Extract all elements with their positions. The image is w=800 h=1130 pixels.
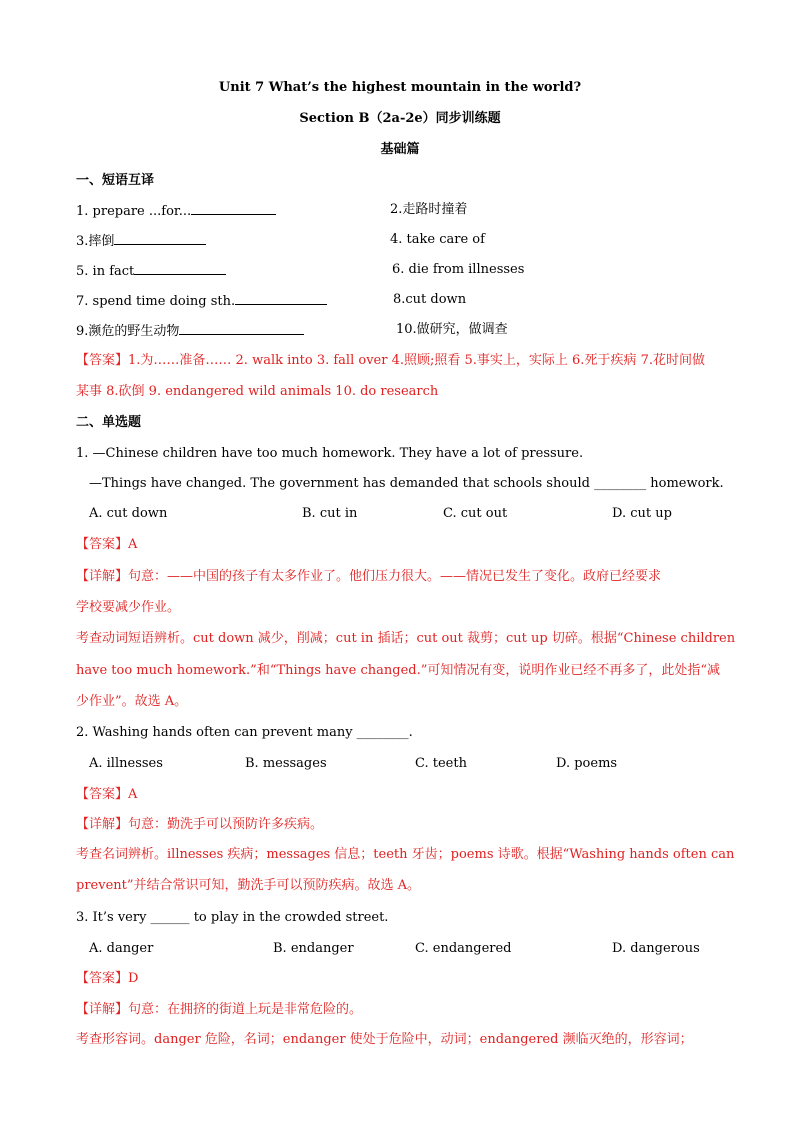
part1-answer-line1: 【答案】1.为……准备…… 2. walk into 3. fall over 4.照顾;照看 5.事实上，实际上 6.死于疾病 7.花时间做: [76, 353, 705, 368]
section-subtitle: Section B（2a-2e）同步训练题: [299, 111, 501, 126]
phrase-item-6: 6. die from illnesses: [392, 262, 525, 277]
question-1-detail-line4: have too much homework.”和“Things have changed.”可知情况有变，说明作业已经不再多了，此处指“减: [76, 663, 721, 678]
document-title: Unit 7 What’s the highest mountain in the world?: [218, 80, 582, 95]
question-2-option-a: A. illnesses: [89, 756, 163, 771]
answer-blank: [191, 201, 276, 215]
question-2-stem: 2. Washing hands often can prevent many ________.: [76, 725, 413, 740]
question-2-option-c: C. teeth: [415, 756, 467, 771]
question-3-option-b: B. endanger: [273, 941, 354, 956]
part2-heading: 二、单选题: [76, 415, 142, 430]
question-1-option-b: B. cut in: [302, 506, 358, 521]
level-label: 基础篇: [380, 142, 420, 157]
question-3-detail-line1: 【详解】句意：在拥挤的街道上玩是非常危险的。: [76, 1002, 363, 1017]
part1-heading: 一、短语互译: [76, 173, 155, 188]
phrase-item-10: 10.做研究，做调查: [396, 322, 508, 337]
question-1-option-d: D. cut up: [612, 506, 672, 521]
phrase-item-9: 9.濒危的野生动物: [76, 321, 304, 341]
question-1-answer: 【答案】A: [76, 537, 138, 552]
answer-blank: [235, 291, 327, 305]
question-3-option-c: C. endangered: [415, 941, 512, 956]
question-1-option-c: C. cut out: [443, 506, 508, 521]
question-2-detail-line3: prevent”并结合常识可知，勤洗手可以预防疾病。故选 A。: [76, 878, 421, 893]
question-2-detail-line1: 【详解】句意：勤洗手可以预防许多疾病。: [76, 817, 324, 832]
question-1-detail-line2: 学校要减少作业。: [76, 600, 181, 615]
answer-blank: [179, 321, 304, 335]
question-2-answer: 【答案】A: [76, 787, 138, 802]
phrase-item-5: 5. in fact: [76, 261, 226, 281]
question-1-detail-line5: 少作业”。故选 A。: [76, 694, 188, 709]
question-1-stem-line1: 1. —Chinese children have too much homework. They have a lot of pressure.: [76, 446, 584, 461]
phrase-item-1: 1. prepare ...for...: [76, 201, 276, 221]
answer-blank: [114, 231, 206, 245]
question-2-detail-line2: 考查名词辨析。illnesses 疾病；messages 信息；teeth 牙齿；poems 诗歌。根据“Washing hands often can: [76, 847, 735, 862]
phrase-item-3: 3.摔倒: [76, 231, 206, 251]
question-1-detail-line1: 【详解】句意：——中国的孩子有太多作业了。他们压力很大。——情况已发生了变化。政府已经要求: [76, 569, 662, 584]
part1-answer-line2: 某事 8.砍倒 9. endangered wild animals 10. do research: [76, 384, 439, 399]
answer-blank: [134, 261, 226, 275]
phrase-item-8: 8.cut down: [393, 292, 467, 307]
question-2-option-d: D. poems: [556, 756, 618, 771]
question-1-option-a: A. cut down: [89, 506, 168, 521]
phrase-item-4: 4. take care of: [390, 232, 485, 247]
phrase-item-2: 2.走路时撞着: [390, 202, 468, 217]
question-3-answer: 【答案】D: [76, 971, 139, 986]
question-3-stem: 3. It’s very ______ to play in the crowded street.: [76, 910, 389, 925]
question-3-detail-line2: 考查形容词。danger 危险，名词；endanger 使处于危险中，动词；endangered 濒临灭绝的，形容词；: [76, 1032, 693, 1047]
question-3-option-d: D. dangerous: [612, 941, 700, 956]
phrase-item-7: 7. spend time doing sth.: [76, 291, 327, 311]
question-1-stem-line2: —Things have changed. The government has demanded that schools should ________ homework.: [89, 476, 724, 491]
question-2-option-b: B. messages: [245, 756, 327, 771]
question-3-option-a: A. danger: [89, 941, 154, 956]
question-1-detail-line3: 考查动词短语辨析。cut down 减少，削减；cut in 插话；cut out 裁剪；cut up 切碎。根据“Chinese children: [76, 631, 736, 646]
